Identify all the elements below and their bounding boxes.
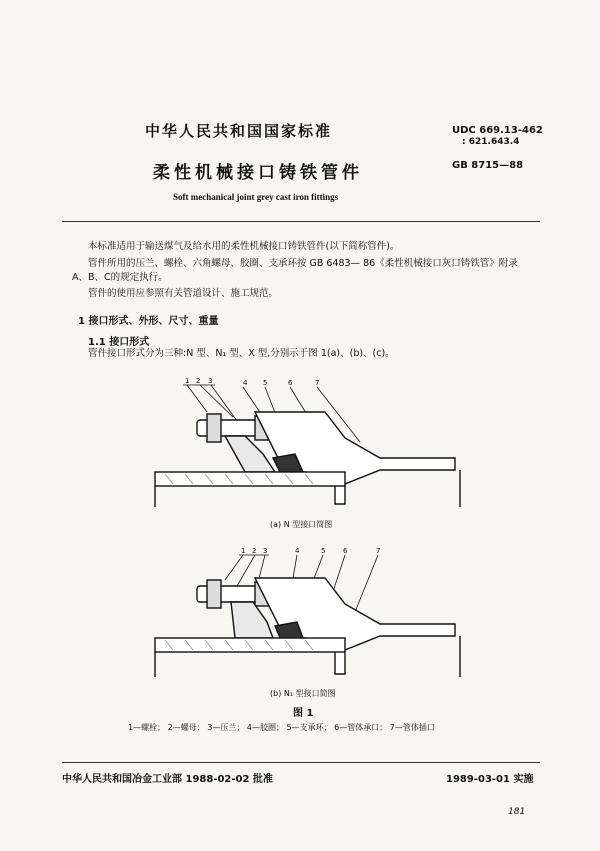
figure-b-diagram [145, 542, 465, 684]
callout-2: 2 [196, 377, 201, 385]
standard-type: 中华人民共和国国家标准 [145, 122, 333, 140]
callout-6: 6 [343, 547, 348, 555]
callout-3: 3 [208, 377, 213, 385]
callout-1: 1 [241, 547, 246, 555]
callout-2: 2 [252, 547, 257, 555]
section-heading-1: 1 接口形式、外形、尺寸、重量 [78, 316, 219, 327]
udc-code-2: : 621.643.4 [462, 137, 520, 147]
footer-rule [62, 762, 540, 763]
figure-a-callouts [185, 377, 319, 387]
section-heading-1-1: 1.1 接口形式 [88, 337, 150, 348]
udc-code: UDC 669.13-462 [452, 125, 543, 136]
callout-7: 7 [315, 379, 320, 387]
figure-a-diagram [145, 372, 465, 514]
document-title: 柔性机械接口铸铁管件 [153, 163, 363, 183]
paragraph-usage: 管件的使用应参照有关管道设计、施工规范。 [88, 288, 279, 299]
pipe-spigot [155, 470, 460, 507]
page-number: 181 [508, 807, 526, 817]
callout-6: 6 [288, 379, 293, 387]
approval-line: 中华人民共和国冶金工业部 1988-02-02 批准 [62, 774, 273, 785]
callout-7: 7 [376, 547, 381, 555]
paragraph-scope: 本标准适用于输送煤气及给水用的柔性机械接口铸铁管件(以下简称管件)。 [88, 241, 400, 252]
figure-b-callouts [241, 547, 380, 555]
paragraph-materials-cont: A、B、C的规定执行。 [72, 272, 168, 283]
header-rule [62, 221, 540, 222]
gb-number: GB 8715—88 [452, 160, 524, 171]
section-1-1-body: 管件接口形式分为三种:N 型、N₁ 型、X 型,分别示于图 1(a)、(b)、(c)。 [88, 348, 395, 359]
paragraph-materials: 管件所用的压兰、螺栓、六角螺母、胶圈、支承环按 GB 6483— 86《柔性机械接口灰口铸铁管》附录 [88, 258, 518, 269]
figure-b-caption: (b) N₁ 型接口简图 [270, 689, 336, 698]
callout-4: 4 [295, 547, 300, 555]
document-title-english: Soft mechanical joint grey cast iron fittings [173, 192, 339, 202]
figure-a-caption: (a) N 型接口简图 [270, 520, 333, 529]
callout-3: 3 [263, 547, 268, 555]
figure-legend: 1—螺栓； 2—螺母； 3—压兰； 4—胶圈； 5—支承环； 6—管体承口； 7—管体插口 [128, 723, 435, 732]
callout-1: 1 [185, 377, 190, 385]
callout-5: 5 [321, 547, 326, 555]
callout-4: 4 [243, 379, 248, 387]
implementation-date: 1989-03-01 实施 [446, 774, 534, 785]
callout-5: 5 [263, 379, 268, 387]
figure-number: 图 1 [293, 708, 314, 719]
